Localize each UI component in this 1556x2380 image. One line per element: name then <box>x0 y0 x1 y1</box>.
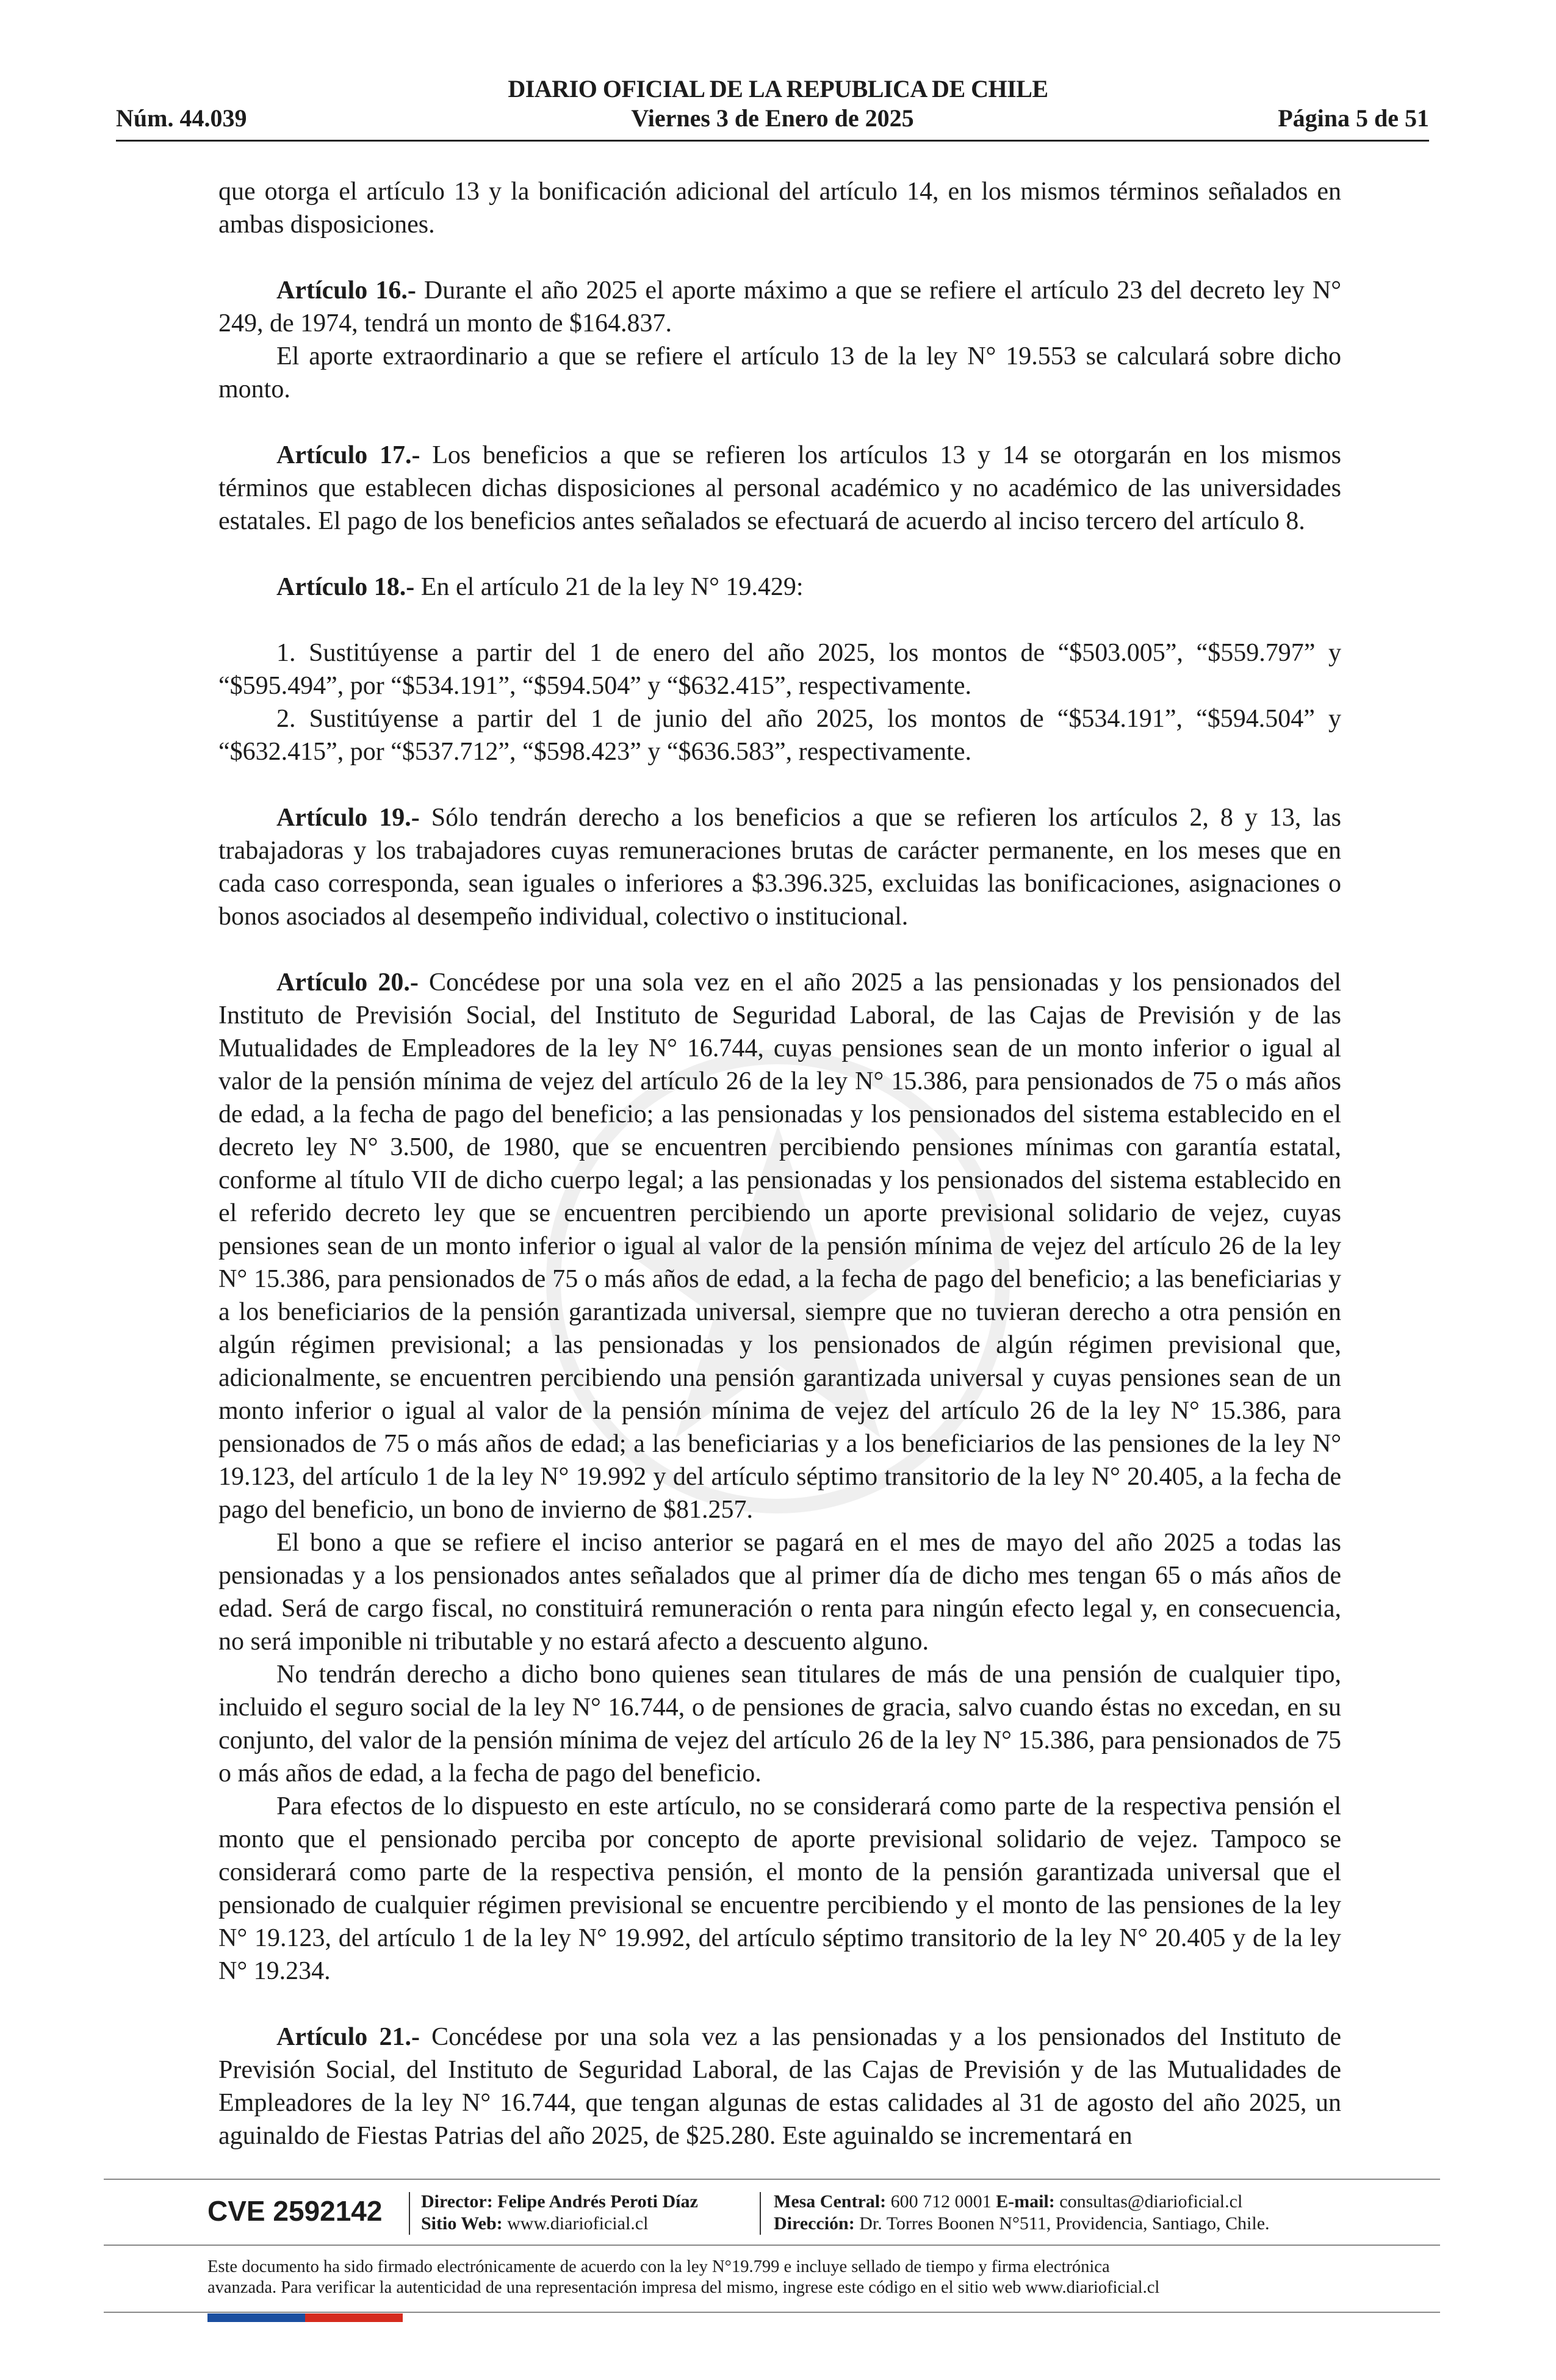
article-16 <box>218 274 1341 340</box>
mesa-central-phone: 600 712 0001 <box>890 2191 992 2212</box>
signature-notice-line-2: avanzada. Para verificar la autenticidad de una representación impresa del mismo, ingrese este código en el sitio web www.diarioficial.cl <box>207 2278 1160 2297</box>
email-link[interactable]: consultas@diarioficial.cl <box>1059 2191 1243 2212</box>
header-divider <box>116 140 1429 142</box>
signature-notice-line-1: Este documento ha sido firmado electrónicamente de acuerdo con la ley N°19.799 e incluye sellado de tiempo y firma electrónica <box>207 2257 1110 2276</box>
flag-stripe-blue <box>207 2313 305 2322</box>
document-body <box>218 175 1341 2152</box>
article-20-paragraph-4: Para efectos de lo dispuesto en este artículo, no se considerará como parte de la respectiva pensión el monto que el pensionado perciba por concepto de aporte previsional solidario de vejez. Tampoco se considerará como parte de la respectiva pensión, el monto de la pensión garantizada universal que el pensionado de cualquier régimen previsional se encuentre percibiendo y el monto de las pensiones de la ley N° 19.123, del artículo 1 de la ley N° 19.992, del artículo séptimo transitorio de la ley N° 20.405 y de la ley N° 19.234. <box>218 1792 1341 1985</box>
flag-stripe <box>207 2313 403 2322</box>
footer-divider-middle <box>104 2245 1440 2246</box>
article-17 <box>218 439 1341 538</box>
page-indicator: Página 5 de 51 <box>1278 104 1429 132</box>
continuation-paragraph: que otorga el artículo 13 y la bonificación adicional del artículo 14, en los mismos términos señalados en ambas disposiciones. <box>218 178 1341 239</box>
article-16-paragraph-2: El aporte extraordinario a que se refiere el artículo 13 de la ley N° 19.553 se calculará sobre dicho monto. <box>218 342 1341 403</box>
article-20-text: Concédese por una sola vez en el año 2025 a las pensionadas y los pensionados del Instituto de Previsión Social, del Instituto de Seguridad Laboral, de las Cajas de Previsión y de las Mutualidades de Empleadores de la ley N° 16.744, cuyas pensiones sean de un monto inferior o igual al valor de la pensión mínima de vejez del artículo 26 de la ley N° 15.386, para pensionados de 75 o más años de edad, a la fecha de pago del beneficio; a las pensionadas y los pensionados del sistema establecido en el decreto ley N° 3.500, de 1980, que se encuentren percibiendo pensiones mínimas con garantía estatal, conforme al título VII de dicho cuerpo legal; a las pensionadas y los pensionados del sistema establecido en el referido decreto ley que se encuentren percibiendo un aporte previsional solidario de vejez, cuyas pensiones sean de un monto inferior o igual al valor de la pensión mínima de vejez del artículo 26 de la ley N° 15.386, para pensionados de 75 o más años de edad, a la fecha de pago del beneficio; a las beneficiarias y a los beneficiarios de la pensión garantizada universal, siempre que no tuvieran derecho a otra pensión en algún régimen previsional; a las pensionadas y los pensionados de algún régimen previsional que, adicionalmente, se encuentren percibiendo una pensión garantizada universal y cuyas pensiones sean de un monto inferior o igual al valor de la pensión mínima de vejez del artículo 26 de la ley N° 15.386, para pensionados de 75 o más años de edad; a las beneficiarias y a los beneficiarios de las pensiones de la ley N° 19.123, del artículo 1 de la ley N° 19.992 y del artículo séptimo transitorio de la ley N° 20.405, a la fecha de pago del beneficio, un bono de invierno de $81.257. <box>218 968 1341 1524</box>
website-link[interactable]: www.diarioficial.cl <box>507 2213 649 2234</box>
article-16-text: Durante el año 2025 el aporte máximo a que se refiere el artículo 23 del decreto ley N° 249, de 1974, tendrá un monto de $164.837. <box>218 276 1341 337</box>
article-18-item-2: 2. Sustitúyense a partir del 1 de junio del año 2025, los montos de “$534.191”, “$594.504” y “$632.415”, por “$537.712”, “$598.423” y “$636.583”, respectivamente. <box>218 705 1341 766</box>
address-value: Dr. Torres Boonen N°511, Providencia, Santiago, Chile. <box>859 2213 1270 2234</box>
article-19-heading: Artículo 19.- <box>276 804 420 832</box>
gazette-title: DIARIO OFICIAL DE LA REPUBLICA DE CHILE <box>508 75 1048 103</box>
director-label: Director: <box>421 2191 493 2212</box>
article-18-item-1: 1. Sustitúyense a partir del 1 de enero del año 2025, los montos de “$503.005”, “$559.797” y “$595.494”, por “$534.191”, “$594.504” y “$632.415”, respectivamente. <box>218 639 1341 700</box>
footer-separator <box>760 2192 761 2235</box>
email-label: E-mail: <box>996 2191 1055 2212</box>
article-18 <box>218 571 1341 604</box>
website-label: Sitio Web: <box>421 2213 503 2234</box>
article-16-heading: Artículo 16.- <box>276 276 416 305</box>
article-18-text: En el artículo 21 de la ley N° 19.429: <box>414 573 804 601</box>
article-20-paragraph-3: No tendrán derecho a dicho bono quienes sean titulares de más de una pensión de cualquier tipo, incluido el seguro social de la ley N° 16.744, o de pensiones de gracia, salvo cuando éstas no excedan, en su conjunto, del valor de la pensión mínima de vejez del artículo 26 de la ley N° 15.386, para pensionados de 75 o más años de edad, a la fecha de pago del beneficio. <box>218 1661 1341 1787</box>
article-19-text: Sólo tendrán derecho a los beneficios a que se refieren los artículos 2, 8 y 13, las trabajadoras y los trabajadores cuyas remuneraciones brutas de carácter permanente, en los meses que en cada caso corresponda, sean iguales o inferiores a $3.396.325, excluidas las bonificaciones, asignaciones o bonos asociados al desempeño individual, colectivo o institucional. <box>218 804 1341 931</box>
article-19 <box>218 801 1341 933</box>
article-17-text: Los beneficios a que se refieren los artículos 13 y 14 se otorgarán en los mismos términos que establecen dichas disposiciones al personal académico y no académico de las universidades estatales. El pago de los beneficios antes señalados se efectuará de acuerdo al inciso tercero del artículo 8. <box>218 441 1341 535</box>
footer-divider-top <box>104 2179 1440 2180</box>
signature-notice <box>207 2257 1355 2298</box>
article-18-heading: Artículo 18.- <box>276 573 415 601</box>
footer-separator <box>409 2192 410 2235</box>
article-21-text: Concédese por una sola vez a las pensionadas y a los pensionados del Instituto de Previsión Social, del Instituto de Seguridad Laboral, de las Cajas de Previsión y de las Mutualidades de Empleadores de la ley N° 16.744, que tengan algunas de estas calidades al 31 de agosto del año 2025, un aguinaldo de Fiestas Patrias del año 2025, de $25.280. Este aguinaldo se incrementará en <box>218 2023 1341 2150</box>
footer-info <box>207 2191 1355 2237</box>
article-21 <box>218 2021 1341 2152</box>
footer-contact-column <box>774 2191 1270 2235</box>
issue-number: Núm. 44.039 <box>116 104 247 132</box>
header-row <box>116 104 1429 135</box>
director-name: Felipe Andrés Peroti Díaz <box>497 2191 698 2212</box>
flag-stripe-red <box>305 2313 403 2322</box>
article-21-heading: Artículo 21.- <box>276 2023 420 2051</box>
mesa-central-label: Mesa Central: <box>774 2191 887 2212</box>
article-20-heading: Artículo 20.- <box>276 968 419 997</box>
footer-divider-bottom <box>104 2312 1440 2313</box>
footer-director-column <box>421 2191 698 2235</box>
article-20 <box>218 966 1341 1526</box>
issue-date: Viernes 3 de Enero de 2025 <box>631 104 914 132</box>
article-17-heading: Artículo 17.- <box>276 441 420 469</box>
address-label: Dirección: <box>774 2213 855 2234</box>
article-20-paragraph-2: El bono a que se refiere el inciso anterior se pagará en el mes de mayo del año 2025 a todas las pensionadas y a los pensionados antes señalados que al primer día de dicho mes tengan 65 o más años de edad. Será de cargo fiscal, no constituirá remuneración o renta para ningún efecto legal y, en consecuencia, no será imponible ni tributable y no estará afecto a descuento alguno. <box>218 1529 1341 1656</box>
cve-code: CVE 2592142 <box>207 2195 383 2227</box>
